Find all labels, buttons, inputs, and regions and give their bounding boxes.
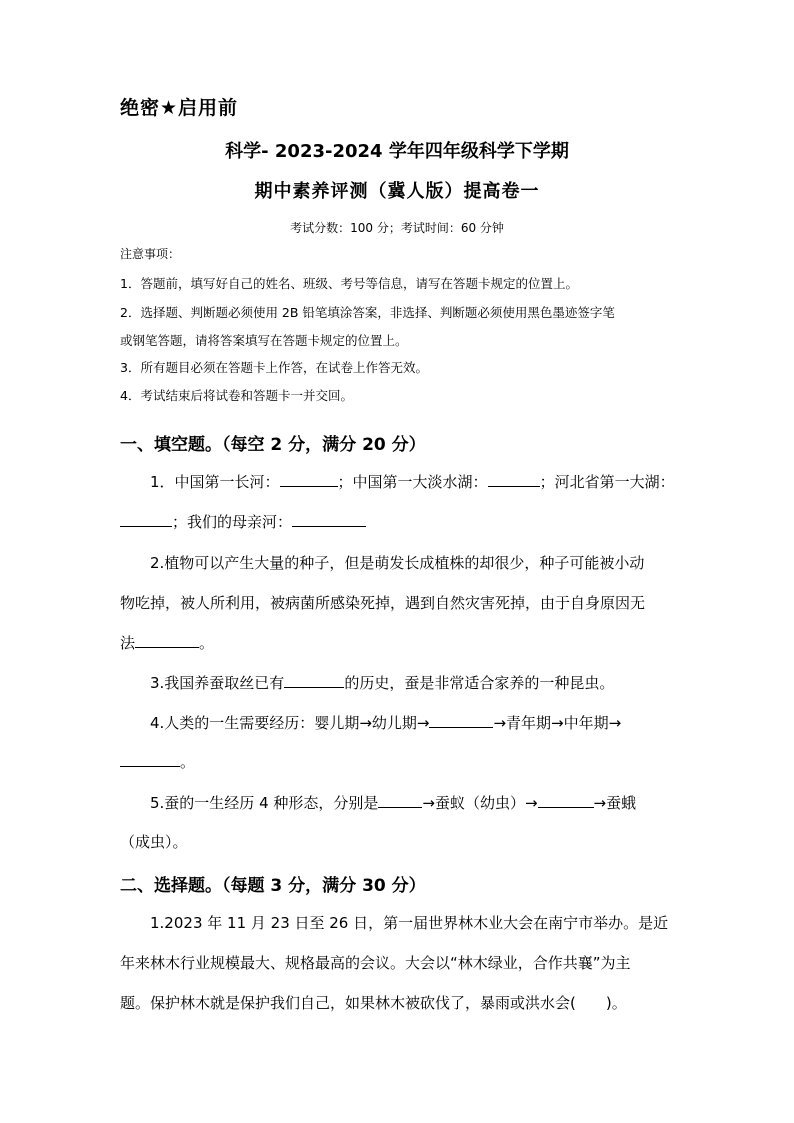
q-text: ；我们的母亲河：	[172, 513, 293, 531]
answer-blank[interactable]	[378, 793, 422, 808]
q-text: 法	[120, 634, 136, 652]
q-text: →青年期→中年期→	[493, 714, 622, 732]
q-text: 5.蚕的一生经历 4 种形态，分别是	[150, 794, 379, 812]
question-1-4-cont	[120, 752, 195, 772]
question-1-5-cont: （成虫）。	[120, 833, 188, 851]
notes-heading: 注意事项：	[120, 247, 181, 261]
question-1-1	[150, 472, 675, 492]
question-1-2-line3	[120, 633, 214, 653]
note-item: 2．选择题、判断题必须使用 2B 铅笔填涂答案，非选择、判断题必须使用黑色墨迹签字笔	[120, 305, 615, 320]
q-text: 。	[180, 753, 196, 771]
note-item: 1．答题前，填写好自己的姓名、班级、考号等信息，请写在答题卡规定的位置上。	[120, 276, 578, 291]
note-item: 4．考试结束后将试卷和答题卡一并交回。	[120, 388, 353, 403]
note-item: 3．所有题目必须在答题卡上作答，在试卷上作答无效。	[120, 360, 428, 375]
q-text: 1．中国第一长河：	[150, 473, 280, 491]
exam-meta: 考试分数：100 分；考试时间：60 分钟	[290, 221, 504, 235]
section2-title: 二、选择题。（每题 3 分，满分 30 分）	[120, 876, 426, 896]
answer-blank[interactable]	[284, 673, 344, 688]
question-2-1-line2: 年来林木行业规模最大、规格最高的会议。大会以“林木绿业，合作共襄”为主	[120, 954, 631, 972]
answer-blank[interactable]	[280, 472, 338, 487]
question-1-4	[150, 713, 621, 733]
question-1-3	[150, 673, 614, 693]
answer-blank[interactable]	[429, 713, 493, 728]
answer-blank[interactable]	[120, 512, 172, 527]
answer-blank[interactable]	[120, 752, 180, 767]
q-text: 。	[199, 634, 215, 652]
question-1-2-line1: 2.植物可以产生大量的种子，但是萌发长成植株的却很少，种子可能被小动	[150, 554, 645, 572]
question-1-1-cont	[120, 512, 366, 532]
answer-blank[interactable]	[135, 633, 199, 648]
q-text: 3.我国养蚕取丝已有	[150, 674, 285, 692]
answer-blank[interactable]	[538, 793, 594, 808]
section1-title: 一、填空题。（每空 2 分，满分 20 分）	[120, 435, 426, 455]
q-text: →蚕蚁（幼虫）→	[422, 794, 538, 812]
question-2-1-line3: 题。保护林木就是保护我们自己，如果林木被砍伐了，暴雨或洪水会( )。	[120, 994, 627, 1012]
q-text: ；中国第一大淡水湖：	[337, 473, 488, 491]
exam-title-line1: 科学- 2023-2024 学年四年级科学下学期	[225, 141, 569, 162]
note-item: 或钢笔答题，请将答案填写在答题卡规定的位置上。	[120, 333, 408, 348]
answer-blank[interactable]	[488, 472, 540, 487]
question-1-2-line2: 物吃掉，被人所利用，被病菌所感染死掉，遇到自然灾害死掉，由于自身原因无	[120, 594, 646, 612]
answer-blank[interactable]	[292, 512, 366, 527]
question-2-1-line1: 1.2023 年 11 月 23 日至 26 日，第一届世界林木业大会在南宁市举办。是近	[150, 914, 669, 932]
q-text: →蚕蛾	[593, 794, 637, 812]
q-text: 4.人类的一生需要经历：婴儿期→幼儿期→	[150, 714, 430, 732]
question-1-5	[150, 793, 636, 813]
exam-title-line2: 期中素养评测（冀人版）提高卷一	[254, 181, 540, 202]
secret-label: 绝密★启用前	[120, 97, 239, 119]
q-text: ；河北省第一大湖：	[539, 473, 675, 491]
q-text: 的历史，蚕是非常适合家养的一种昆虫。	[344, 674, 615, 692]
